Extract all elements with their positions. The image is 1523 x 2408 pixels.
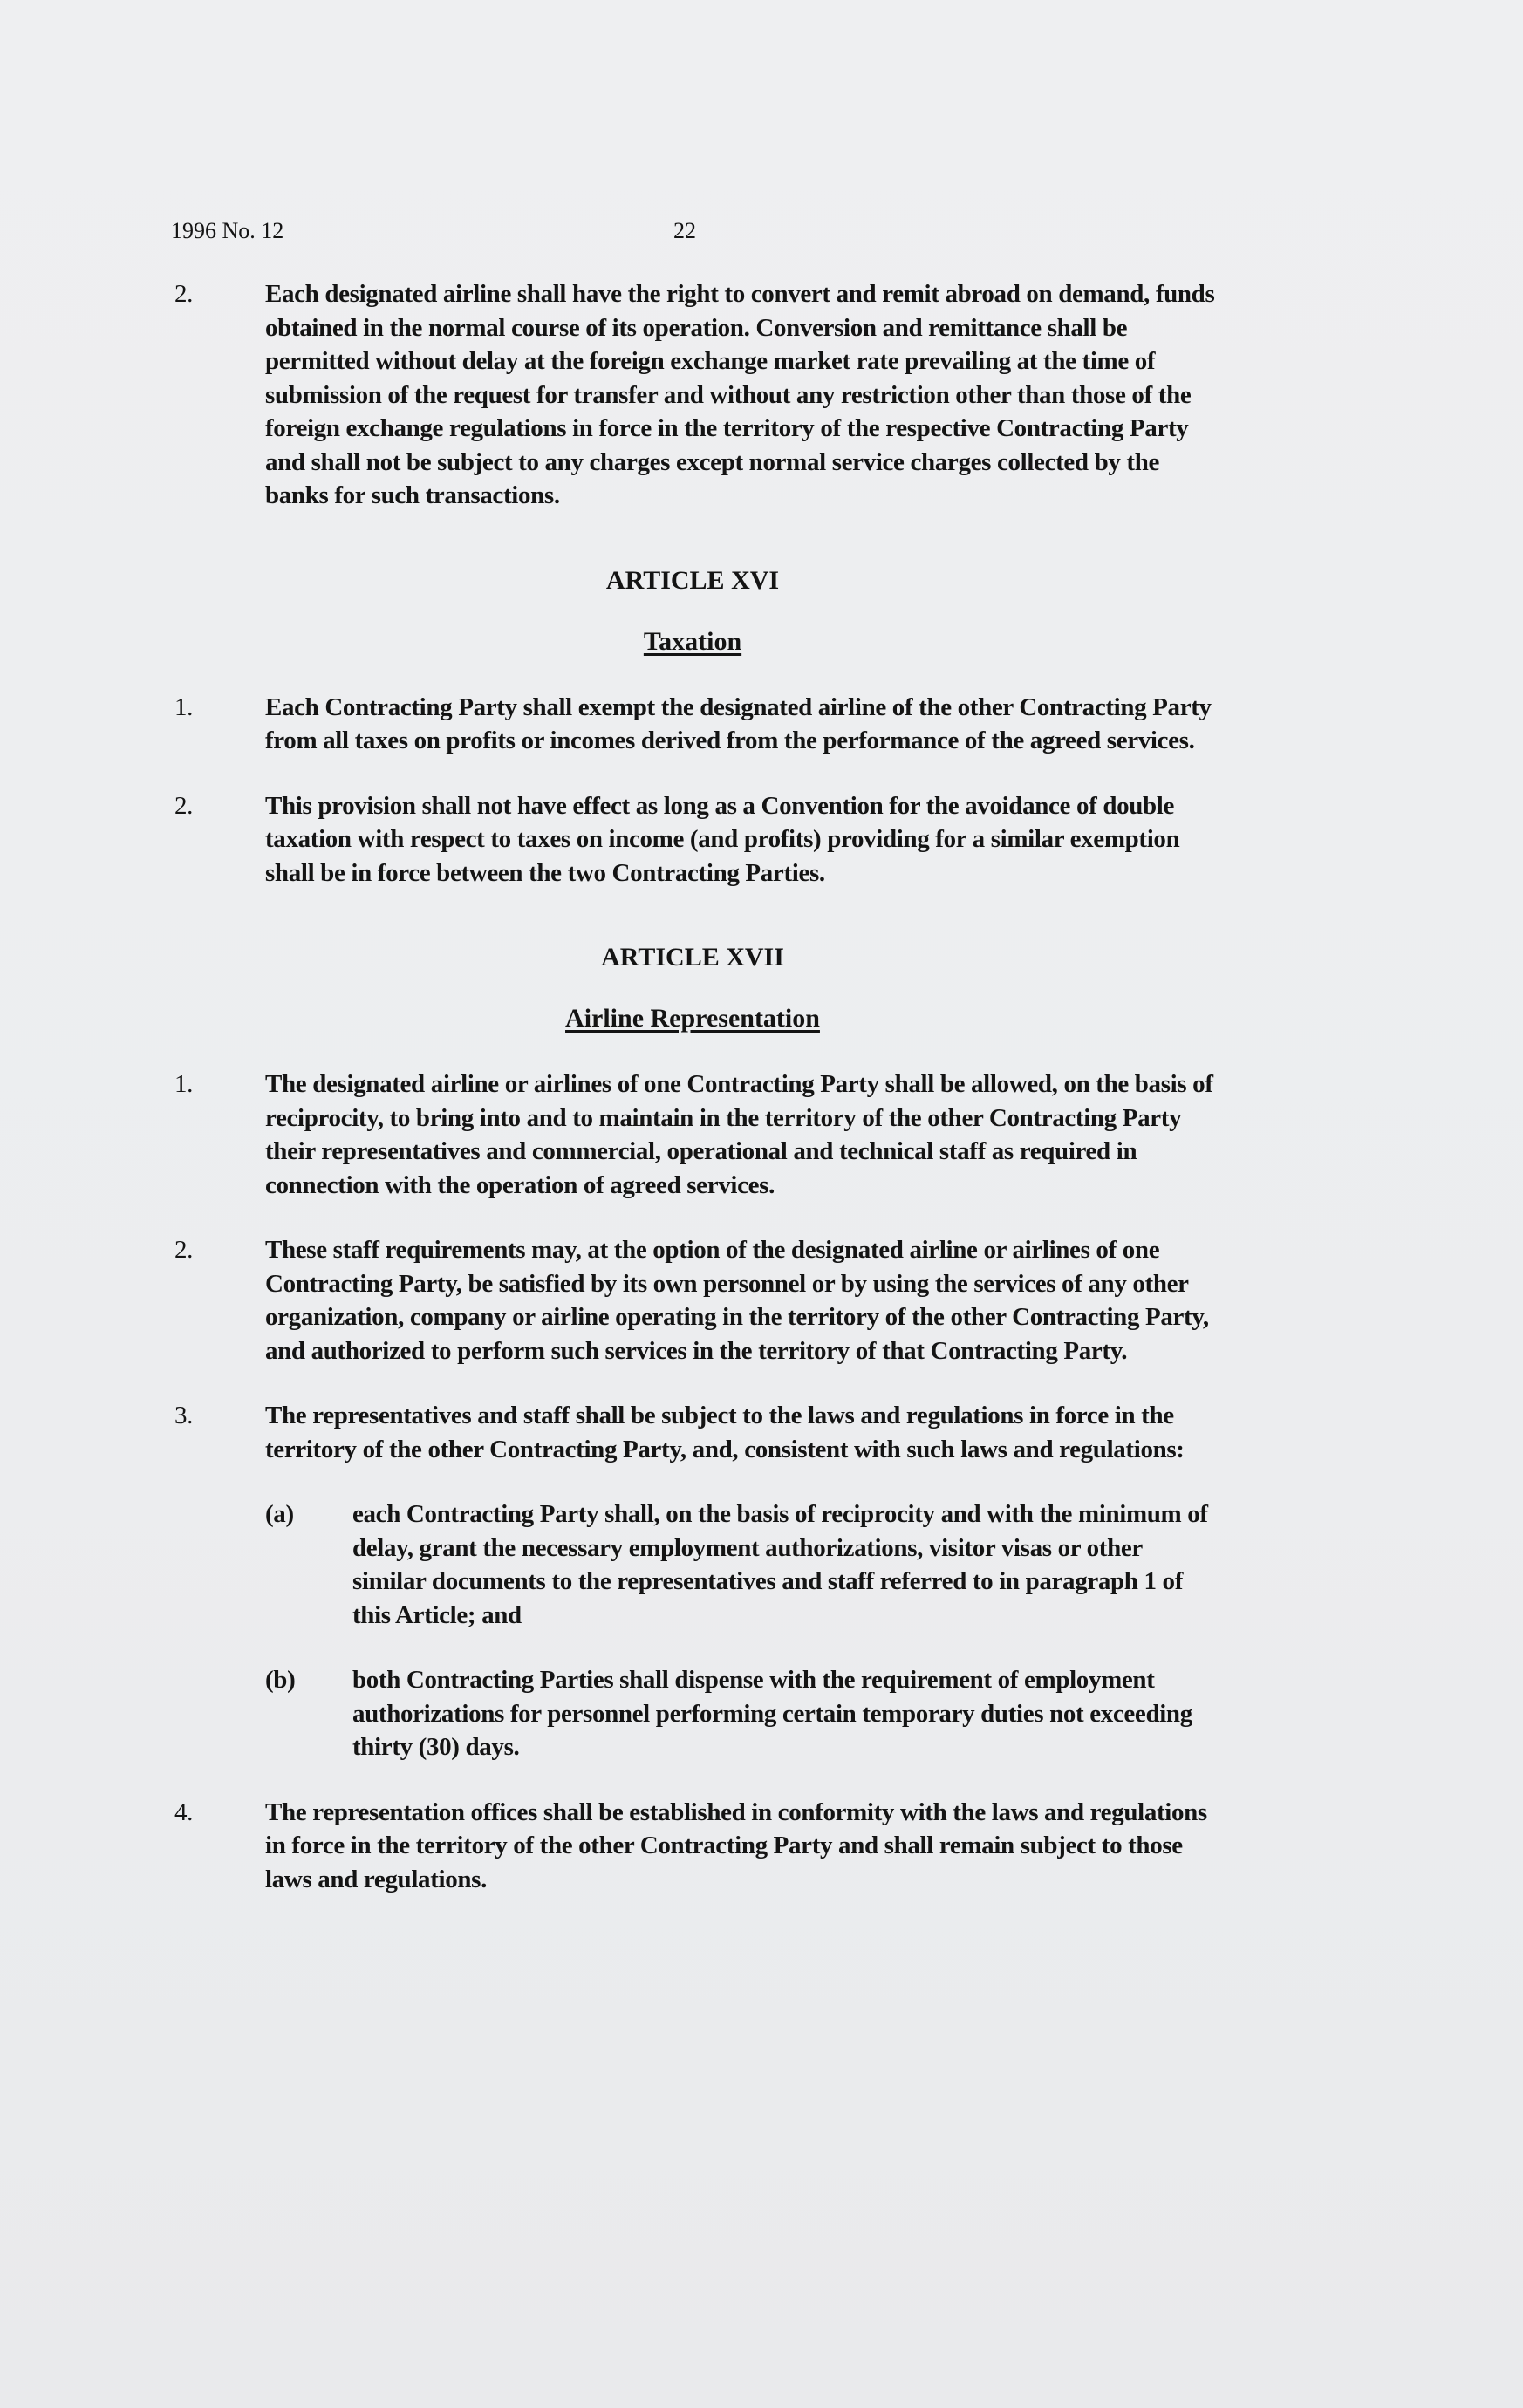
paragraph-number: 2. xyxy=(174,791,194,820)
article-17-paragraph-4 xyxy=(174,1796,1221,1897)
paragraph-number: 1. xyxy=(174,692,194,721)
article-16-paragraph-1 xyxy=(174,691,1221,758)
paragraph-text: These staff requirements may, at the option of the designated airline or airlines of one Contracting Party, be satisfied by its own personnel or by using the services of any other organization, company or airline operating in the territory of the other Contracting Party, and authorized to perform such services in the territory of that Contracting Party. xyxy=(265,1236,1209,1365)
document-reference: 1996 No. 12 xyxy=(171,218,284,243)
paragraph-text: This provision shall not have effect as long as a Convention for the avoidance of double taxation with respect to taxes on income (and profits) providing for a similar exemption shall be in force between the two Contracting Parties. xyxy=(265,791,1180,887)
article-16-subtitle: Taxation xyxy=(643,626,742,656)
article-17-paragraph-2 xyxy=(174,1233,1221,1368)
article-17-paragraph-3 xyxy=(174,1399,1221,1466)
article-17-subtitle: Airline Representation xyxy=(565,1004,820,1033)
article-17-title: ARTICLE XVII xyxy=(601,943,784,972)
subparagraph-letter: (a) xyxy=(265,1500,294,1528)
paragraph-text: Each designated airline shall have the right to convert and remit abroad on demand, funds obtained in the normal course of its operation. Conversion and remittance shall be permitted without delay at the foreign exchange market rate prevailing at the time of submission of the request for transfer and without any restriction other than those of the foreign exchange regulations in force in the territory of the respective Contracting Party and shall not be subject to any charges except normal service charges collected by the banks for such transactions. xyxy=(265,280,1215,509)
article-17-paragraph-1 xyxy=(174,1068,1221,1202)
paragraph-number: 2. xyxy=(174,280,194,308)
page-header xyxy=(171,218,1305,253)
paragraph-number: 2. xyxy=(174,1236,194,1264)
paragraph-number: 1. xyxy=(174,1070,194,1098)
paragraph-text: The representation offices shall be established in conformity with the laws and regulations in force in the territory of the other Contracting Party and shall remain subject to those laws and regulations. xyxy=(265,1797,1207,1893)
subparagraph-letter: (b) xyxy=(265,1666,296,1694)
subparagraph-text: both Contracting Parties shall dispense with the requirement of employment authorizations for personnel performing certain temporary duties not exceeding thirty (30) days. xyxy=(352,1666,1192,1761)
paragraph-text: The representatives and staff shall be subject to the laws and regulations in force in the territory of the other Contracting Party, and, consistent with such laws and regulations: xyxy=(265,1402,1185,1463)
paragraph-text: The designated airline or airlines of one Contracting Party shall be allowed, on the basis of reciprocity, to bring into and to maintain in the territory of the other Contracting Party their representatives and commercial, operational and technical staff as required in connection with the operation of agreed services. xyxy=(265,1070,1213,1199)
article-16-title: ARTICLE XVI xyxy=(605,565,780,595)
page-number: 22 xyxy=(673,218,696,243)
document-body xyxy=(174,277,1221,1896)
subparagraph-text: each Contracting Party shall, on the basis of reciprocity and with the minimum of delay, grant the necessary employment authorizations, visitor visas or other similar documents to the representatives and staff referred to in paragraph 1 of this Article; and xyxy=(352,1500,1208,1629)
paragraph-number: 4. xyxy=(174,1797,194,1826)
paragraph-2-remittance xyxy=(174,277,1221,513)
article-17-paragraph-3b xyxy=(265,1663,1221,1764)
paragraph-text: Each Contracting Party shall exempt the designated airline of the other Contracting Party from all taxes on profits or incomes derived from the performance of the agreed services. xyxy=(265,692,1212,754)
article-17-paragraph-3a xyxy=(265,1497,1221,1632)
article-16-paragraph-2 xyxy=(174,789,1221,890)
paragraph-number: 3. xyxy=(174,1402,194,1429)
